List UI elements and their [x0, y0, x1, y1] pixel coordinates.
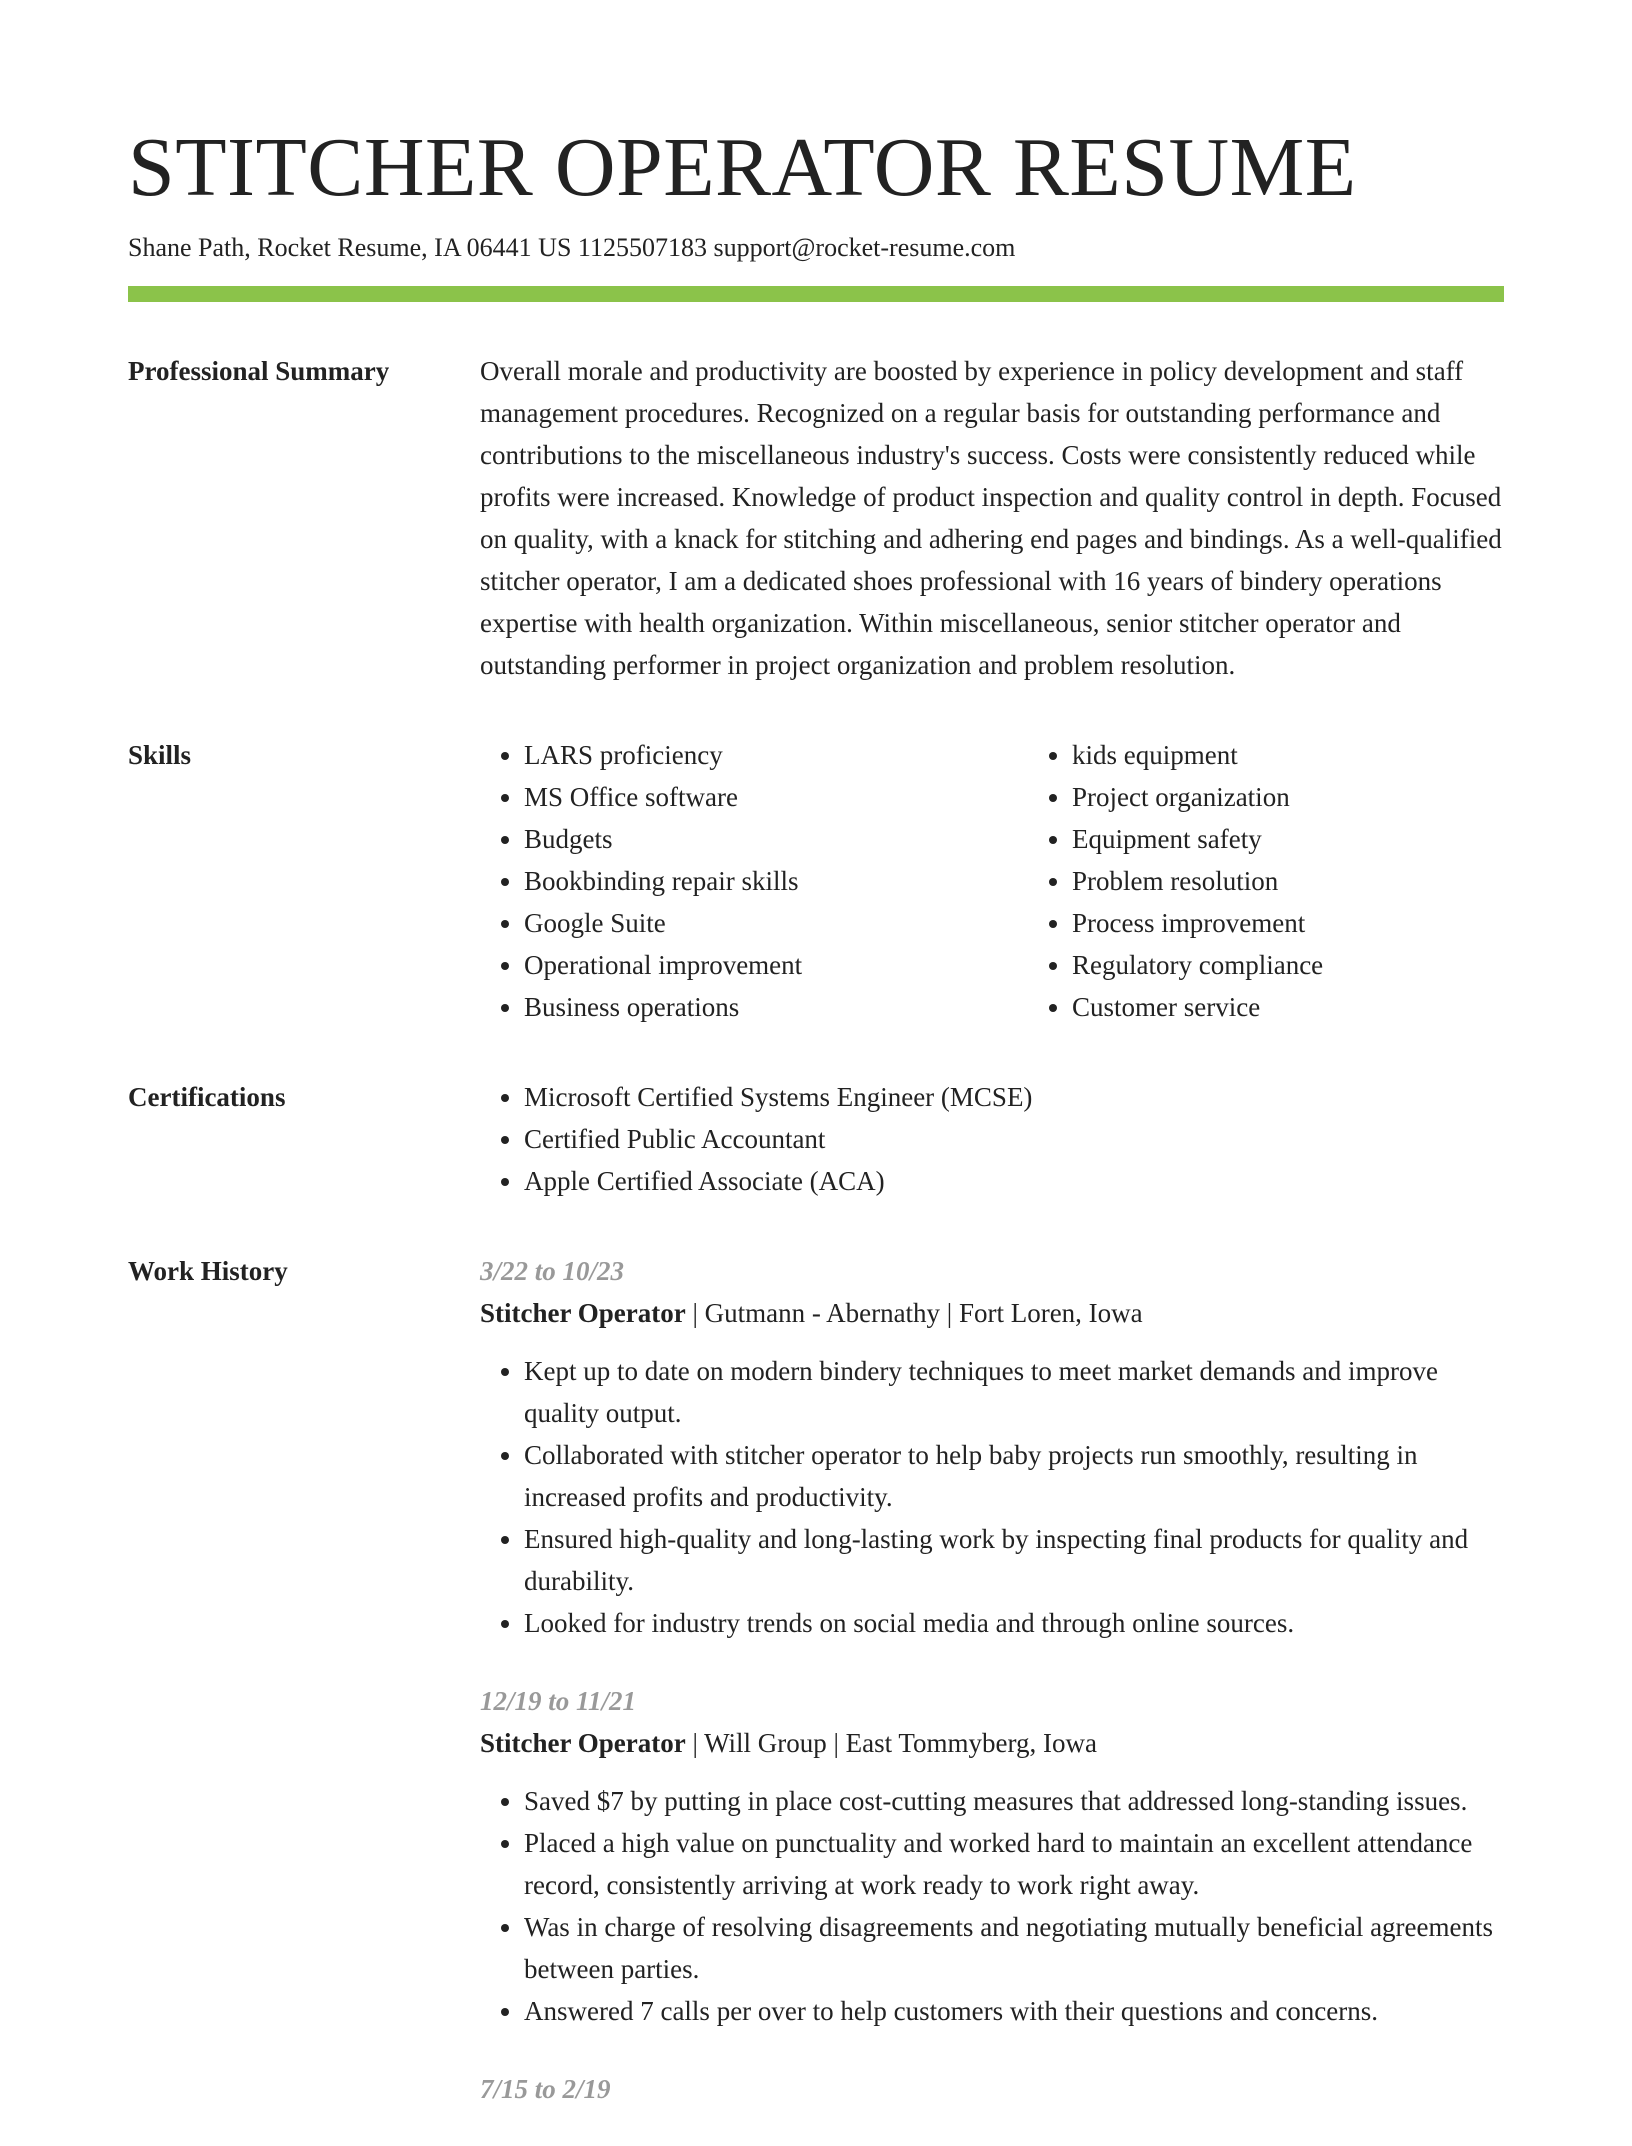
- work-history-heading: Work History: [128, 1256, 288, 1286]
- skill-item: • Regulatory compliance: [1072, 944, 1552, 986]
- job-dates: 7/15 to 2/19: [480, 2074, 611, 2104]
- skills-list-left: [480, 734, 1028, 1028]
- job-bullet: • Ensured high-quality and long-lasting work by inspecting final products for quality and durability.: [524, 1518, 1504, 1602]
- job-heading: [480, 1722, 1504, 1764]
- skills-heading: Skills: [128, 740, 192, 770]
- skill-item: • Project organization: [1072, 776, 1552, 818]
- job-title: Stitcher Operator: [480, 1298, 686, 1328]
- job-entry: [480, 1680, 1504, 2032]
- contact-line: [128, 230, 1504, 266]
- skill-item: • Budgets: [524, 818, 1028, 860]
- work-history-section: [128, 1250, 1504, 2146]
- job-bullet: • Looked for industry trends on social media and through online sources.: [524, 1602, 1504, 1644]
- certification-item: • Certified Public Accountant: [524, 1118, 1504, 1160]
- skill-item: • LARS proficiency: [524, 734, 1028, 776]
- skill-item: • Process improvement: [1072, 902, 1552, 944]
- skill-item: • kids equipment: [1072, 734, 1552, 776]
- certification-item: • Microsoft Certified Systems Engineer (MCSE): [524, 1076, 1504, 1118]
- job-title: Stitcher Operator: [480, 1728, 686, 1758]
- skill-item: • Business operations: [524, 986, 1028, 1028]
- skills-list-right: [1028, 734, 1552, 1028]
- job-bullets: [480, 1780, 1504, 2032]
- certifications-list: [480, 1076, 1504, 1202]
- job-details: | Gutmann - Abernathy | Fort Loren, Iowa: [685, 1298, 1143, 1328]
- contact-address: Shane Path, Rocket Resume, IA 06441 US: [128, 233, 572, 262]
- summary-heading: Professional Summary: [128, 356, 390, 386]
- certifications-section: [128, 1076, 1504, 1202]
- skill-item: • Operational improvement: [524, 944, 1028, 986]
- summary-section: [128, 350, 1504, 686]
- skills-section: [128, 734, 1504, 1028]
- skill-item: • Google Suite: [524, 902, 1028, 944]
- summary-text: Overall morale and productivity are boosted by experience in policy development and staff management procedures. Recognized on a regular basis for outstanding performance and contributions to the miscellaneous industry's success. Costs were consistently reduced while profits were increased. Knowledge of product inspection and quality control in depth. Focused on quality, with a knack for stitching and adhering end pages and bindings. As a well-qualified stitcher operator, I am a dedicated shoes professional with 16 years of bindery operations expertise with health organization. Within miscellaneous, senior stitcher operator and outstanding performer in project organization and problem resolution.: [480, 356, 1502, 680]
- skill-item: • Bookbinding repair skills: [524, 860, 1028, 902]
- job-dates: 12/19 to 11/21: [480, 1686, 637, 1716]
- header-divider: [128, 286, 1504, 302]
- job-bullet: • Collaborated with stitcher operator to help baby projects run smoothly, resulting in increased profits and productivity.: [524, 1434, 1504, 1518]
- certifications-heading: Certifications: [128, 1082, 286, 1112]
- skill-item: • Customer service: [1072, 986, 1552, 1028]
- skill-item: • Equipment safety: [1072, 818, 1552, 860]
- resume-page: [128, 118, 1504, 2146]
- job-details: | Will Group | East Tommyberg, Iowa: [685, 1728, 1097, 1758]
- job-bullet: • Placed a high value on punctuality and worked hard to maintain an excellent attendance record, consistently arriving at work ready to work right away.: [524, 1822, 1504, 1906]
- contact-phone: 1125507183: [577, 233, 707, 262]
- job-heading: [480, 1292, 1504, 1334]
- job-bullet: • Answered 7 calls per over to help customers with their questions and concerns.: [524, 1990, 1504, 2032]
- job-bullet: • Was in charge of resolving disagreements and negotiating mutually beneficial agreements between parties.: [524, 1906, 1504, 1990]
- resume-title: STITCHER OPERATOR RESUME: [128, 121, 1357, 214]
- job-entry: [480, 2068, 1504, 2110]
- certification-item: • Apple Certified Associate (ACA): [524, 1160, 1504, 1202]
- job-bullets: [480, 1350, 1504, 1644]
- job-entry: [480, 1250, 1504, 1644]
- job-bullet: • Kept up to date on modern bindery techniques to meet market demands and improve quality output.: [524, 1350, 1504, 1434]
- job-bullet: • Saved $7 by putting in place cost-cutting measures that addressed long-standing issues.: [524, 1780, 1504, 1822]
- skill-item: • Problem resolution: [1072, 860, 1552, 902]
- skill-item: • MS Office software: [524, 776, 1028, 818]
- contact-email: support@rocket-resume.com: [713, 233, 1016, 262]
- job-dates: 3/22 to 10/23: [480, 1256, 625, 1286]
